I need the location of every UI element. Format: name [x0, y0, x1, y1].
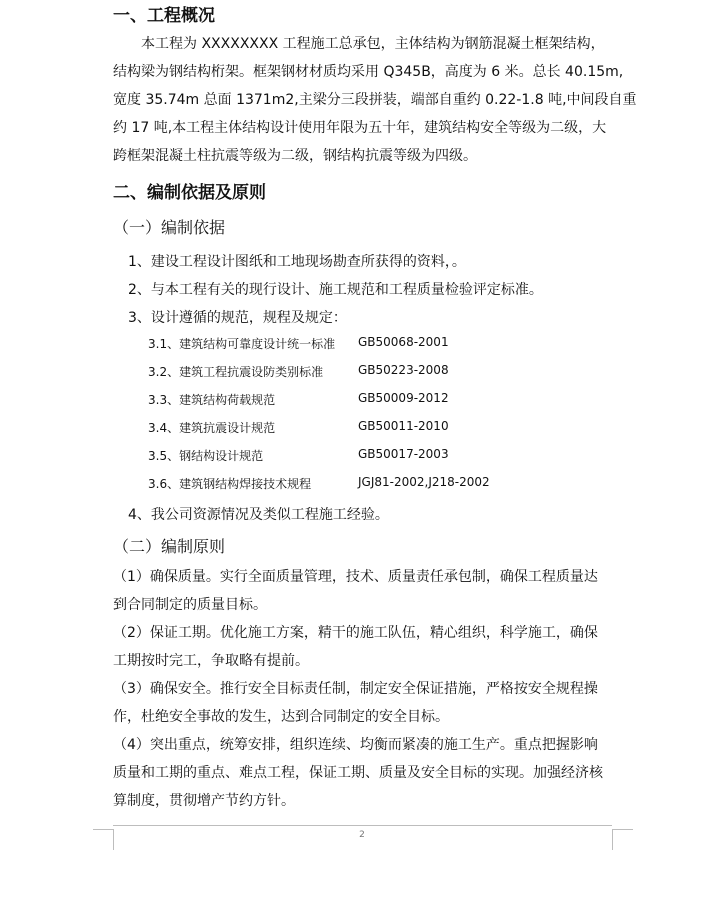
paragraph-line: 本工程为 XXXXXXXX 工程施工总承包，主体结构为钢筋混凝土框架结构，	[113, 36, 605, 52]
standard-label: 3.1、建筑结构可靠度设计统一标准	[148, 337, 336, 351]
paragraph-line: 算制度，贯彻增产节约方针。	[113, 793, 295, 809]
principle-3	[113, 675, 613, 731]
paragraph-line: 到合同制定的质量目标。	[113, 597, 267, 613]
standard-row	[148, 475, 548, 495]
subsection-basis-heading: （一）编制依据	[113, 218, 226, 237]
page-corner-mark-right	[612, 829, 633, 850]
standard-code: JGJ81-2002,J218-2002	[358, 475, 490, 489]
principle-1	[113, 563, 613, 619]
standard-label: 3.4、建筑抗震设计规范	[148, 421, 276, 435]
paragraph-line: 宽度 35.74m 总面 1371m2,主梁分三段拼装，端部自重约 0.22-1.8 吨,中间段自重	[113, 92, 637, 108]
subsection-principles-heading: （二）编制原则	[113, 537, 226, 556]
paragraph-line: 约 17 吨,本工程主体结构设计使用年限为五十年，建筑结构安全等级为二级，大	[113, 120, 607, 136]
standard-code: GB50011-2010	[358, 419, 449, 433]
standard-row	[148, 391, 548, 411]
basis-item-3: 3、设计遵循的规范，规程及规定：	[128, 310, 347, 326]
footer-divider	[113, 825, 612, 826]
standard-label: 3.2、建筑工程抗震设防类别标准	[148, 365, 324, 379]
project-overview-paragraph	[113, 30, 637, 170]
principle-2	[113, 619, 613, 675]
standard-code: GB50068-2001	[358, 335, 449, 349]
page-corner-mark-left	[93, 829, 114, 850]
basis-item-4: 4、我公司资源情况及类似工程施工经验。	[128, 507, 389, 523]
basis-item-1: 1、建设工程设计图纸和工地现场勘查所获得的资料，。	[128, 254, 466, 270]
standard-code: GB50223-2008	[358, 363, 449, 377]
paragraph-line: 作，杜绝安全事故的发生，达到合同制定的安全目标。	[113, 709, 449, 725]
standard-row	[148, 335, 548, 355]
paragraph-line: 质量和工期的重点、难点工程，保证工期、质量及安全目标的实现。加强经济核	[113, 765, 603, 781]
page-number: 2	[359, 830, 365, 840]
section-1-heading: 一、工程概况	[113, 6, 215, 26]
standard-code: GB50017-2003	[358, 447, 449, 461]
standard-code: GB50009-2012	[358, 391, 449, 405]
standard-label: 3.3、建筑结构荷载规范	[148, 393, 276, 407]
section-2-heading: 二、编制依据及原则	[113, 183, 266, 203]
standard-label: 3.6、建筑钢结构焊接技术规程	[148, 477, 312, 491]
basis-item-2: 2、与本工程有关的现行设计、施工规范和工程质量检验评定标准。	[128, 282, 543, 298]
paragraph-line: 跨框架混凝土柱抗震等级为二级，钢结构抗震等级为四级。	[113, 148, 477, 164]
paragraph-line: （3）确保安全。推行安全目标责任制，制定安全保证措施，严格按安全规程操	[113, 681, 598, 697]
paragraph-line: （1）确保质量。实行全面质量管理，技术、质量责任承包制，确保工程质量达	[113, 569, 598, 585]
paragraph-line: （2）保证工期。优化施工方案，精干的施工队伍，精心组织，科学施工，确保	[113, 625, 598, 641]
standard-row	[148, 447, 548, 467]
standard-row	[148, 419, 548, 439]
paragraph-line: （4）突出重点，统筹安排，组织连续、均衡而紧凑的施工生产。重点把握影响	[113, 737, 598, 753]
paragraph-line: 结构梁为钢结构桁架。框架钢材材质均采用 Q345B，高度为 6 米。总长 40.15m,	[113, 64, 624, 80]
paragraph-line: 工期按时完工，争取略有提前。	[113, 653, 309, 669]
standard-row	[148, 363, 548, 383]
principle-4	[113, 731, 613, 815]
standard-label: 3.5、钢结构设计规范	[148, 449, 264, 463]
